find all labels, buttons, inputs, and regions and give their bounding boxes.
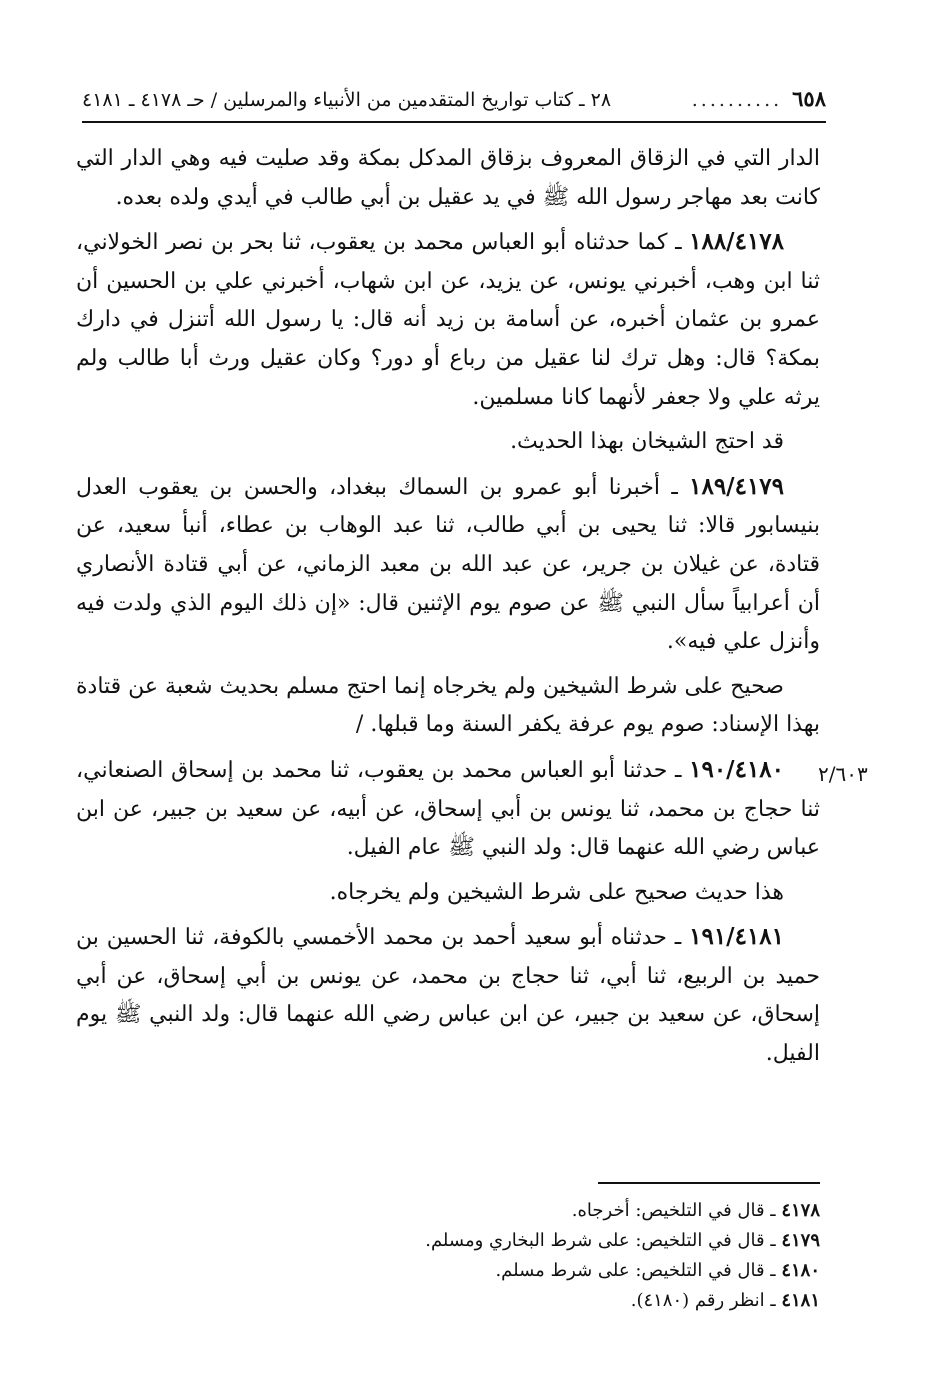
footnote-text: ـ قال في التلخيص: على شرط مسلم.: [495, 1260, 776, 1281]
hadith-number: ١٩١/٤١٨١: [689, 923, 784, 951]
footnote-text: ـ قال في التلخيص: أخرجاه.: [571, 1200, 776, 1221]
footnote-number: ٤١٨٠: [781, 1260, 820, 1281]
footnotes: [330, 1196, 820, 1316]
main-text: [76, 140, 820, 1080]
hadith-text: ـ أخبرنا أبو عمرو بن السماك ببغداد، والحسن بن يعقوب العدل بنيسابور قالا: ثنا يحيى بن أبي طالب، ثنا عبد الوهاب بن عطاء، أنبأ سعيد، عن قتادة، عن غيلان بن جرير، عن عبد الله بن معبد الزماني، عن أبي قتادة الأنصاري أن أعرابياً سأل النبي ﷺ عن صوم يوم الإثنين قال: «إن ذلك اليوم الذي ولدت فيه وأنزل علي فيه».: [76, 474, 820, 655]
hadith-4181: [76, 918, 820, 1073]
hadith-text: ـ كما حدثناه أبو العباس محمد بن يعقوب، ثنا بحر بن نصر الخولاني، ثنا ابن وهب، أخبرني يونس، عن يزيد، عن ابن شهاب، أخبرني علي بن الحسين أن عمرو بن عثمان أخبره، عن أسامة بن زيد أنه قال: يا رسول الله أتنزل في دارك بمكة؟ قال: وهل ترك لنا عقيل من رباع أو دور؟ وكان عقيل ورث أبا طالب ولم يرثه علي ولا جعفر لأنهما كانا مسلمين.: [76, 230, 820, 410]
footnote-number: ٤١٧٨: [781, 1200, 820, 1221]
chapter-title: ٢٨ ـ كتاب تواريخ المتقدمين من الأنبياء والمرسلين / حـ ٤١٧٨ ـ ٤١٨١: [82, 89, 612, 111]
footnote-text: ـ انظر رقم (٤١٨٠).: [630, 1290, 776, 1311]
hadith-number: ١٨٩/٤١٧٩: [689, 472, 784, 500]
page-number: ٦٥٨: [792, 86, 826, 111]
header-rule: [82, 121, 826, 123]
footnote: [330, 1286, 820, 1316]
hadith-number: ١٩٠/٤١٨٠: [689, 755, 784, 783]
footnote: [330, 1196, 820, 1226]
hadith-4180: [76, 751, 820, 868]
hadith-comment: هذا حديث صحيح على شرط الشيخين ولم يخرجاه.: [329, 879, 784, 905]
paragraph-continuation: الدار التي في الزقاق المعروف بزقاق المدكل بمكة وقد صليت فيه وهي الدار التي كانت بعد مهاجر رسول الله ﷺ في يد عقيل بن أبي طالب في أيدي ولده بعده.: [76, 146, 820, 210]
footnote-number: ٤١٨١: [781, 1290, 820, 1311]
hadith-comment: قد احتج الشيخان بهذا الحديث.: [510, 429, 784, 455]
hadith-text: ـ حدثنا أبو العباس محمد بن يعقوب، ثنا محمد بن إسحاق الصنعاني، ثنا حجاج بن محمد، ثنا يونس بن أبي إسحاق، عن أبيه، عن سعيد بن جبير، عن ابن عباس رضي الله عنهما قال: ولد النبي ﷺ عام الفيل.: [76, 757, 820, 861]
footnote: [330, 1226, 820, 1256]
running-header: [82, 86, 826, 120]
hadith-comment: صحيح على شرط الشيخين ولم يخرجاه إنما احتج مسلم بحديث شعبة عن قتادة بهذا الإسناد: صوم يوم عرفة يكفر السنة وما قبلها. /: [76, 673, 820, 738]
hadith-4179: [76, 468, 820, 662]
hadith-number: ١٨٨/٤١٧٨: [689, 228, 784, 256]
header-dots: ..........: [691, 89, 783, 111]
hadith-text: ـ حدثناه أبو سعيد أحمد بن محمد الأخمسي بالكوفة، ثنا الحسين بن حميد بن الربيع، ثنا أبي، ثنا حجاج بن محمد، عن يونس بن أبي إسحاق، عن أبي إسحاق، عن سعيد بن جبير، عن ابن عباس رضي الله عنهما قال: ولد النبي ﷺ يوم الفيل.: [76, 925, 820, 1067]
footnote-rule: [598, 1182, 820, 1184]
footnote-number: ٤١٧٩: [781, 1230, 820, 1251]
footnote-text: ـ قال في التلخيص: على شرط البخاري ومسلم.: [425, 1230, 776, 1251]
footnote: [330, 1256, 820, 1286]
hadith-4178: [76, 223, 820, 417]
margin-reference: ٢/٦٠٣: [818, 762, 868, 786]
